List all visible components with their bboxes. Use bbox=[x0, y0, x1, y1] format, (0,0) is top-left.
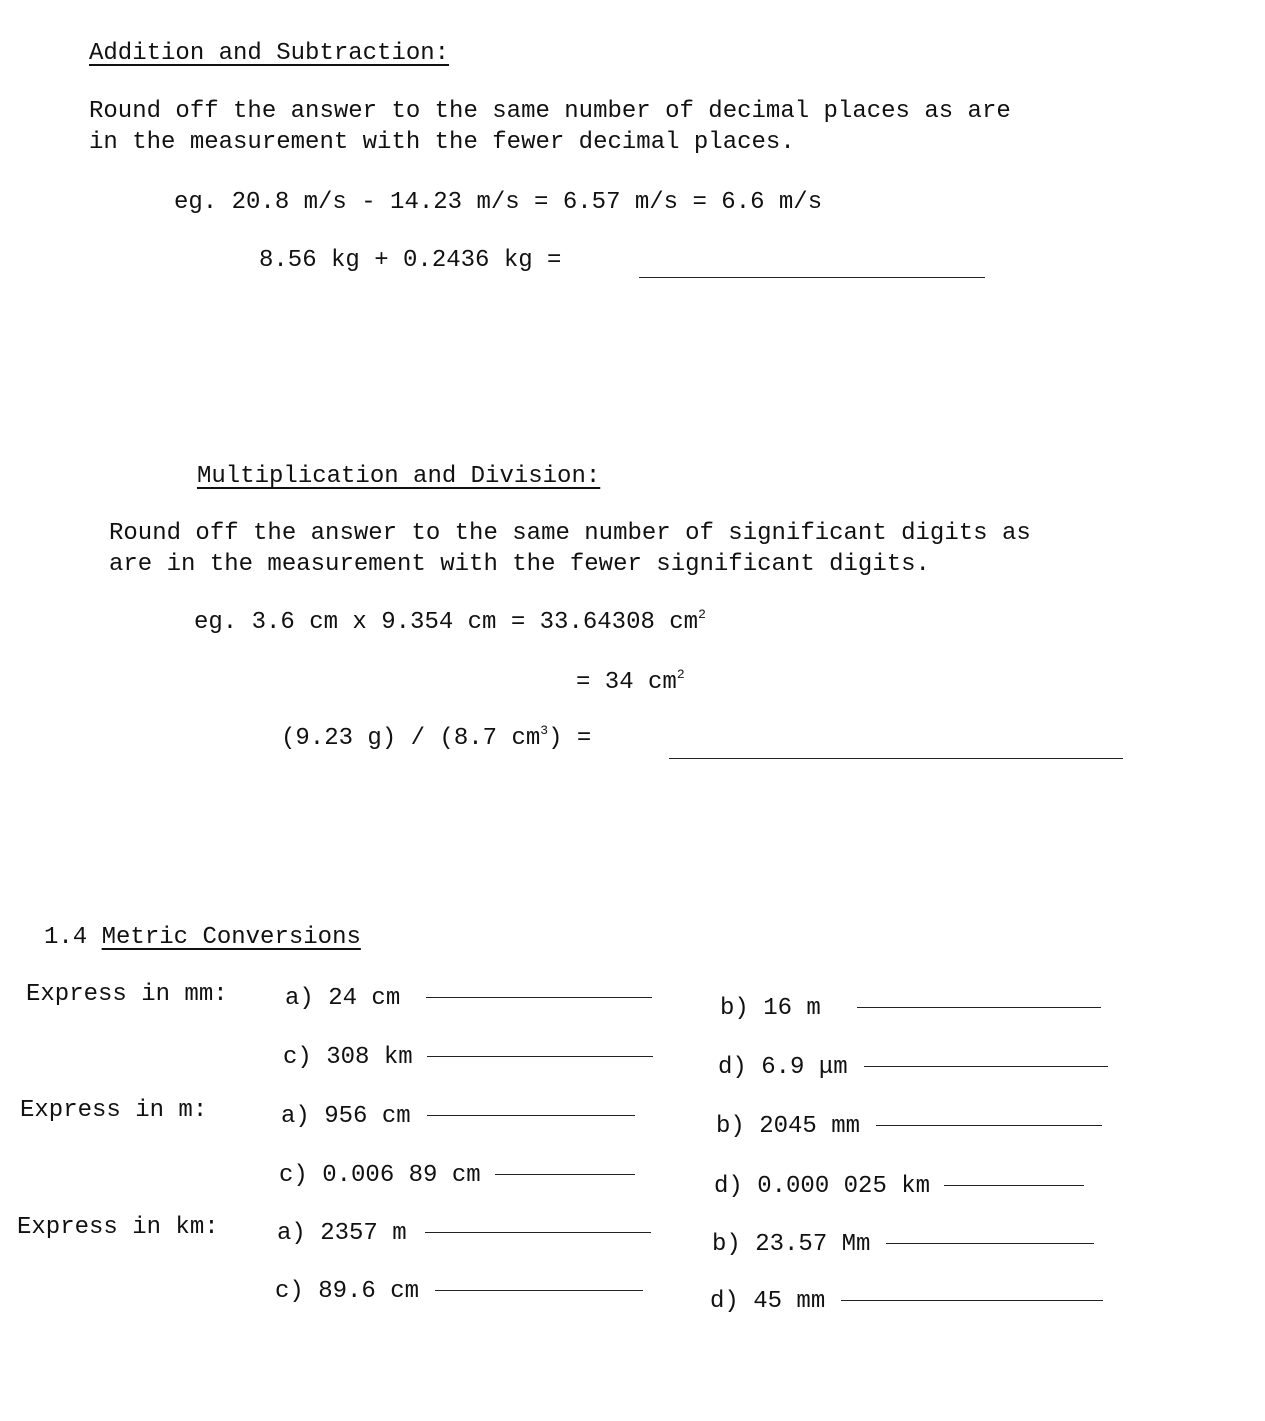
conversion-item: b) 23.57 Mm bbox=[712, 1233, 1094, 1257]
multiplication-example-line-1: eg. 3.6 cm x 9.354 cm = 33.64308 $cm^2$ bbox=[194, 607, 706, 636]
addition-rule-line-2: in the measurement with the fewer decimal places. bbox=[89, 129, 795, 156]
conversion-item: d) 0.000 025 km bbox=[714, 1175, 1084, 1199]
section-title: Metric Conversions bbox=[101, 924, 361, 951]
conversion-item: a) 2357 m bbox=[277, 1222, 651, 1246]
group-label-km: Express in km: bbox=[17, 1214, 219, 1241]
multiplication-heading: Multiplication and Division: bbox=[197, 463, 601, 490]
exponent: 2 bbox=[698, 607, 706, 622]
addition-problem: 8.56 kg + 0.2436 kg = bbox=[259, 247, 562, 274]
section-number: 1.4 bbox=[44, 924, 88, 951]
multiplication-rule-line-2: are in the measurement with the fewer significant digits. bbox=[109, 551, 930, 578]
multiplication-answer-blank[interactable] bbox=[669, 758, 1123, 759]
addition-heading: Addition and Subtraction: bbox=[89, 40, 450, 67]
addition-rule-line-1: Round off the answer to the same number of decimal places as are bbox=[89, 98, 1011, 125]
conversion-item: d) 45 mm bbox=[710, 1290, 1103, 1314]
addition-example: eg. 20.8 m/s - 14.23 m/s = 6.57 m/s = 6.6 m/s bbox=[174, 189, 823, 216]
conversion-item: a) 24 cm bbox=[285, 987, 652, 1011]
answer-blank[interactable] bbox=[495, 1174, 635, 1175]
answer-blank[interactable] bbox=[944, 1185, 1084, 1186]
conversion-item: b) 2045 mm bbox=[716, 1115, 1102, 1139]
answer-blank[interactable] bbox=[426, 997, 652, 998]
multiplication-problem: (9.23 g) / (8.7 $cm^3$) = bbox=[281, 723, 592, 752]
answer-blank[interactable] bbox=[427, 1115, 635, 1116]
answer-blank[interactable] bbox=[435, 1290, 643, 1291]
answer-blank[interactable] bbox=[864, 1066, 1108, 1067]
conversion-item: a) 956 cm bbox=[281, 1105, 635, 1129]
conversion-item: b) 16 m bbox=[720, 997, 1101, 1021]
answer-blank[interactable] bbox=[427, 1056, 653, 1057]
answer-blank[interactable] bbox=[841, 1300, 1103, 1301]
conversion-item: c) 308 km bbox=[283, 1046, 653, 1070]
conversion-item: c) 0.006 89 cm bbox=[279, 1164, 635, 1188]
multiplication-example-line-2: = 34 $cm^2$ bbox=[576, 667, 685, 696]
answer-blank[interactable] bbox=[425, 1232, 651, 1233]
conversion-item: c) 89.6 cm bbox=[275, 1280, 643, 1304]
answer-blank[interactable] bbox=[857, 1007, 1101, 1008]
group-label-m: Express in m: bbox=[20, 1097, 208, 1124]
exponent: 3 bbox=[540, 723, 549, 738]
answer-blank[interactable] bbox=[876, 1125, 1102, 1126]
exponent: 2 bbox=[676, 667, 685, 682]
addition-answer-blank[interactable] bbox=[639, 277, 985, 278]
metric-section-heading bbox=[44, 926, 361, 950]
conversion-item: d) 6.9 μm bbox=[718, 1056, 1108, 1080]
group-label-mm: Express in mm: bbox=[26, 981, 228, 1008]
multiplication-rule-line-1: Round off the answer to the same number of significant digits as bbox=[109, 520, 1031, 547]
answer-blank[interactable] bbox=[886, 1243, 1094, 1244]
